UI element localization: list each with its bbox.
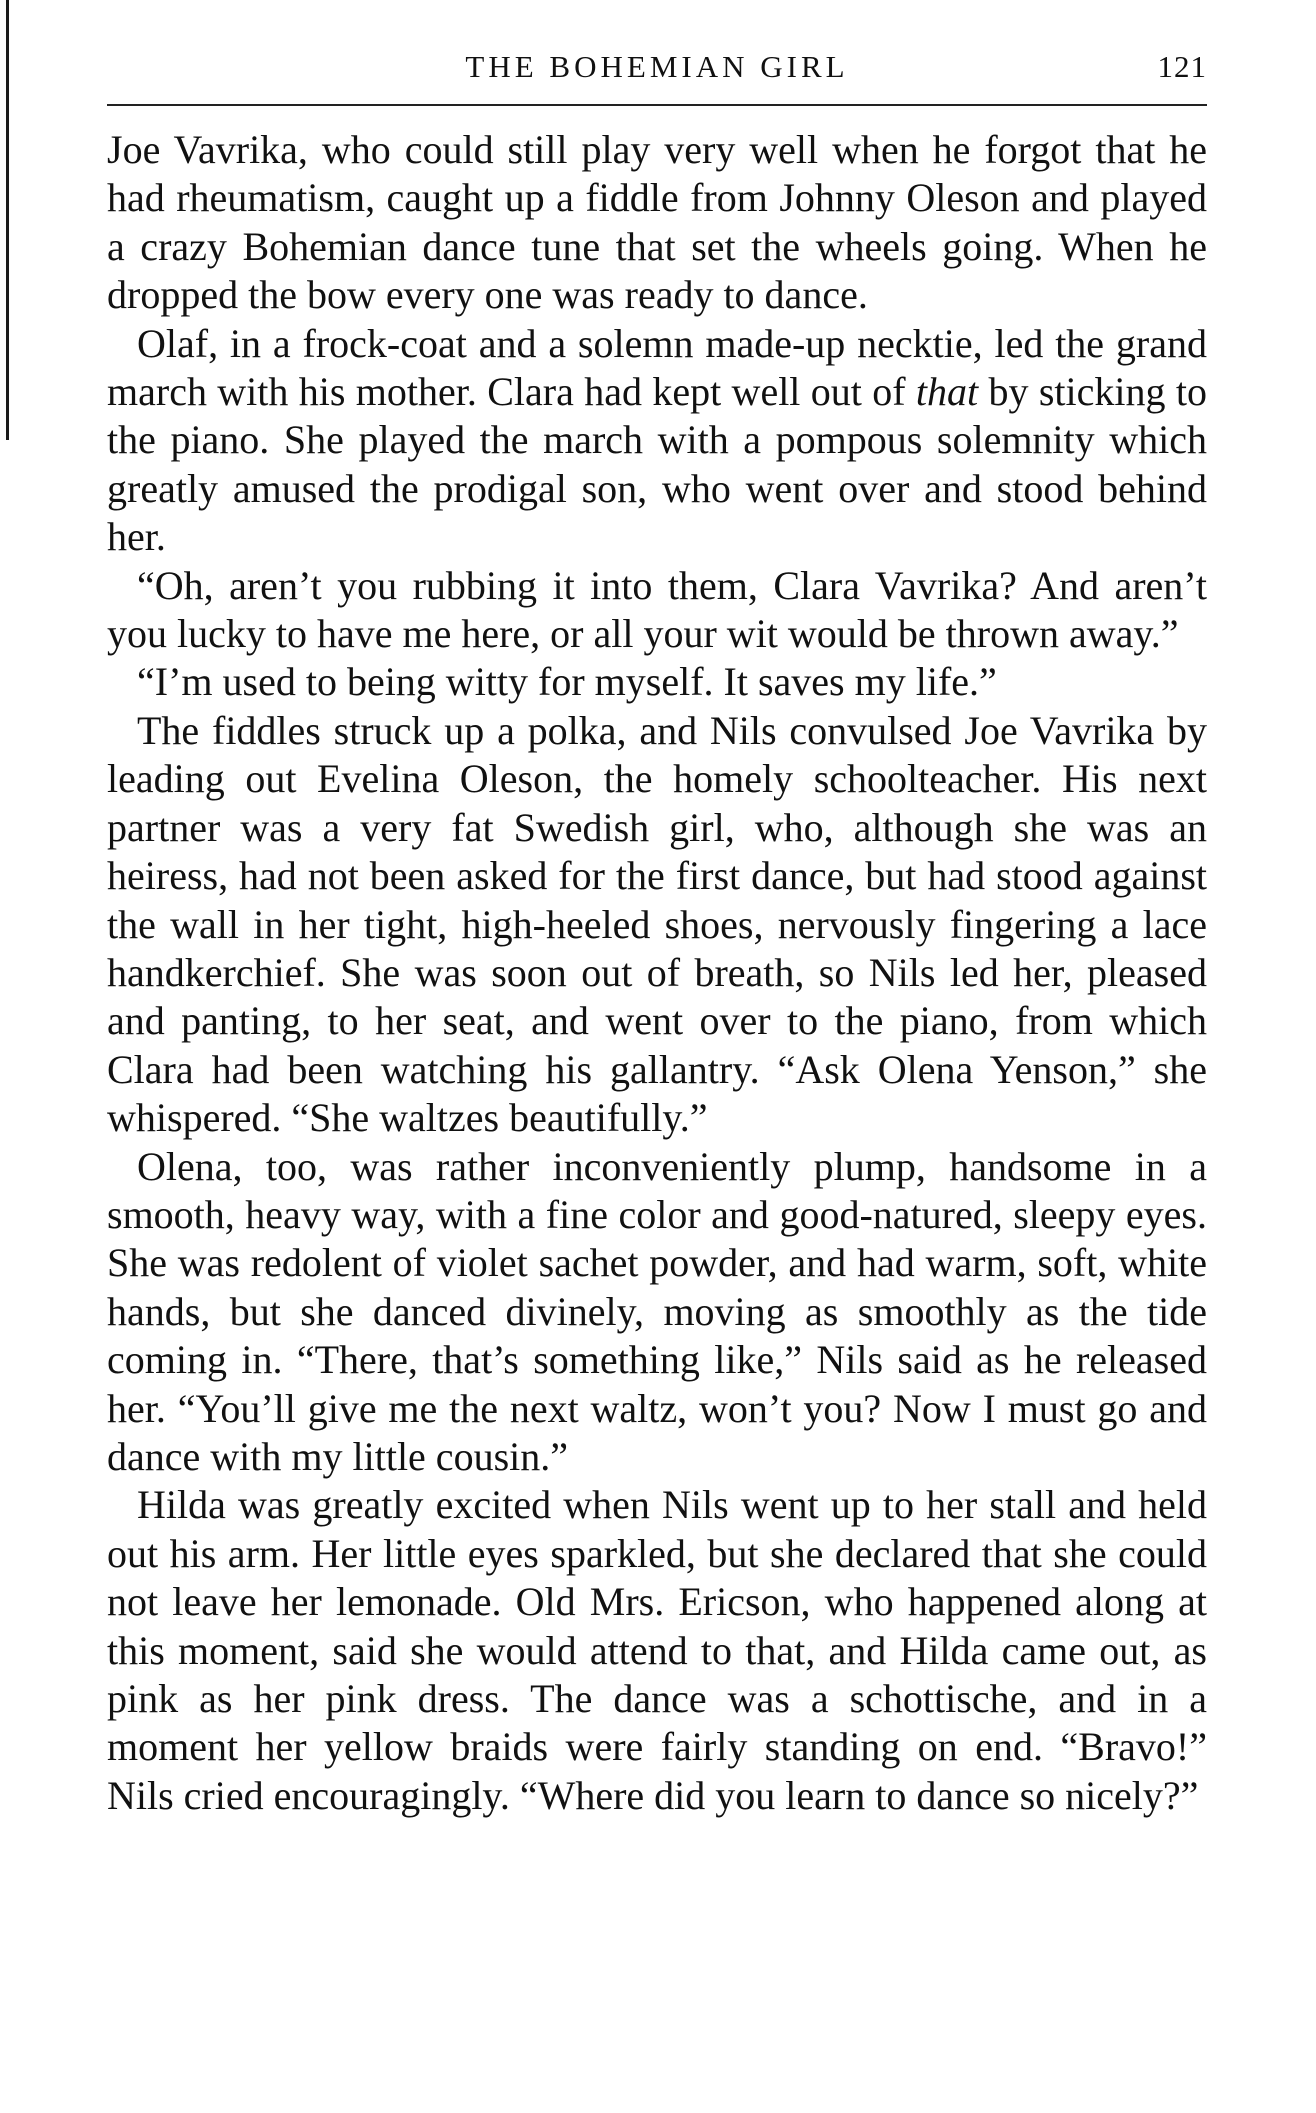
paragraph-3: “Oh, aren’t you rubbing it into them, Clara Vavrika? And aren’t you lucky to have me here, or all your wit would be thrown away.” — [107, 562, 1207, 657]
paragraph-2-text-before: Olaf, in a frock-coat and a solemn made-up necktie, led the grand march with his mother. Clara had kept well out of — [107, 320, 1207, 415]
header-rule — [107, 104, 1207, 106]
paragraph-2-emphasis: that — [915, 369, 979, 415]
running-title: THE BOHEMIAN GIRL — [465, 49, 849, 84]
page-number: 121 — [1157, 49, 1207, 84]
paragraph-7: Hilda was greatly excited when Nils went up to her stall and held out his arm. Her little eyes sparkled, but she declared that she could not leave her lemonade. Old Mrs. Ericson, who happened along at this moment, said she would attend to that, and Hilda came out, as pink as her pink dress. The dance was a schottische, and in a moment her yellow braids were fairly standing on end. “Bravo!” Nils cried encouragingly. “Where did you learn to dance so nicely?” — [107, 1482, 1207, 1818]
paragraph-6: Olena, too, was rather inconveniently plump, handsome in a smooth, heavy way, with a fine color and good-natured, sleepy eyes. She was redolent of violet sachet powder, and had warm, soft, white hands, but she danced divinely, moving as smoothly as the tide coming in. “There, that’s something like,” Nils said as he released her. “You’ll give me the next waltz, won’t you? Now I must go and dance with my little cousin.” — [107, 1143, 1207, 1479]
paragraph-2 — [107, 320, 1207, 562]
running-header — [107, 42, 1207, 92]
paragraph-1: Joe Vavrika, who could still play very well when he forgot that he had rheumatism, caught up a fiddle from Johnny Oleson and played a crazy Bohemian dance tune that set the wheels going. When he dropped the bow every one was ready to dance. — [107, 127, 1207, 318]
page-binding-edge — [6, 0, 9, 440]
body-text — [107, 126, 1207, 1820]
paragraph-4: “I’m used to being witty for myself. It saves my life.” — [137, 659, 997, 705]
paragraph-2-text-after: by sticking to the piano. She played the march with a pompous solemnity which greatly amused the prodigal son, who went over and stood behind her. — [107, 369, 1207, 560]
paragraph-5: The fiddles struck up a polka, and Nils convulsed Joe Vavrika by leading out Evelina Oleson, the homely schoolteacher. His next partner was a very fat Swedish girl, who, although she was an heiress, had not been asked for the first dance, but had stood against the wall in her tight, high-heeled shoes, nervously fingering a lace handkerchief. She was soon out of breath, so Nils led her, pleased and panting, to her seat, and went over to the piano, from which Clara had been watching his gallantry. “Ask Olena Yenson,” she whispered. “She waltzes beautifully.” — [107, 707, 1207, 1141]
